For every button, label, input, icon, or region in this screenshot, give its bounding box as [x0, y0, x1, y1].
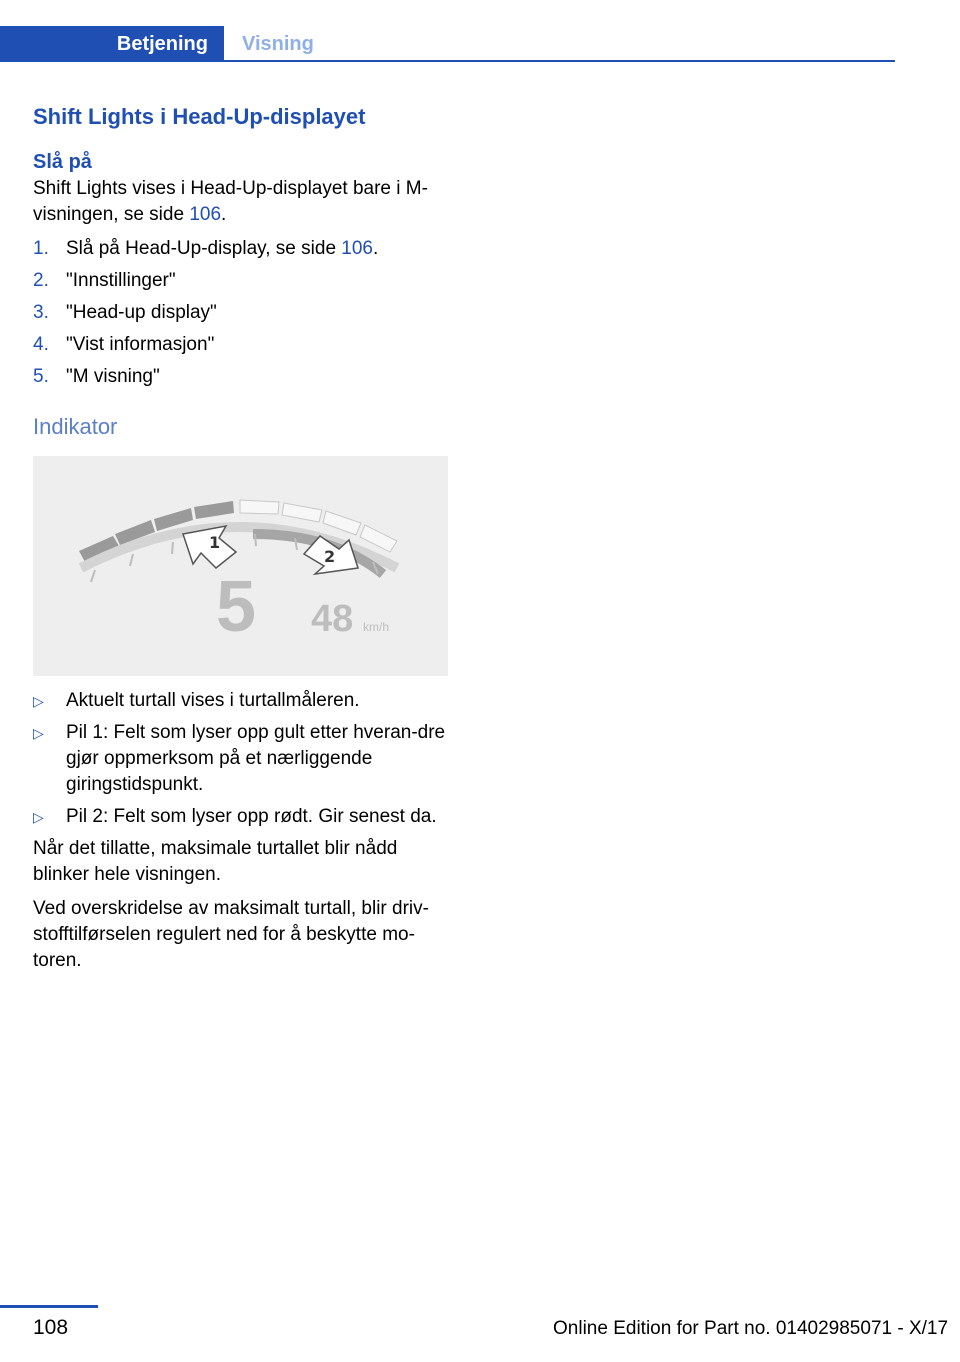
page-link[interactable]: 106 [189, 204, 222, 225]
list-item [33, 332, 449, 358]
list-item [33, 268, 449, 294]
tab-betjening[interactable] [0, 26, 224, 62]
list-item [33, 688, 449, 714]
page-link[interactable]: 106 [341, 238, 373, 259]
subtitle-indicator: Indikator [33, 414, 118, 439]
step-number: 1. [33, 238, 49, 259]
paragraph-max-rpm: Når det tillatte, maksimale turtallet blir nådd blinker hele visningen. [33, 838, 398, 885]
triangle-bullet-icon: ▷ [33, 809, 44, 825]
step-label: Slå på Head-Up-display, se side [66, 238, 342, 259]
rpm-segment-empty [323, 511, 361, 535]
step-number: 3. [33, 302, 49, 323]
tab-visning[interactable] [224, 26, 314, 62]
intro-end: . [221, 204, 227, 225]
bullet-text: Pil 1: Felt som lyser opp gult etter hveran-dre gjør oppmerksom på et nærliggende giringstidspunkt. [66, 722, 446, 795]
footer-divider [0, 1305, 98, 1308]
intro-paragraph [33, 176, 449, 228]
tab-label: Betjening [116, 32, 208, 55]
section-title: Shift Lights i Head-Up-displayet [33, 104, 366, 129]
subtitle-turn-on: Slå på [33, 151, 92, 173]
bullet-text: Pil 2: Felt som lyser opp rødt. Gir senest da. [66, 806, 437, 827]
list-item [33, 300, 449, 326]
paragraph-fuel-cutoff: Ved overskridelse av maksimalt turtall, blir driv-stofftilførselen regulert ned for å beskytte mo-toren. [33, 898, 429, 971]
step-number: 5. [33, 366, 49, 387]
tab-label: Visning [242, 32, 314, 55]
shift-lights-illustration [33, 456, 448, 676]
arrow-1-label: 1 [209, 533, 221, 552]
main-content [33, 100, 449, 982]
step-text: "M visning" [66, 366, 160, 387]
triangle-bullet-icon: ▷ [33, 693, 44, 709]
page-number: 108 [33, 1316, 69, 1339]
speed-unit: km/h [363, 620, 390, 634]
list-item [33, 364, 449, 390]
bullet-list [33, 688, 449, 830]
shift-lights-figure [33, 456, 448, 676]
rpm-segment-empty [282, 503, 322, 522]
list-item [33, 804, 449, 830]
step-text [66, 236, 378, 262]
rpm-segment-filled [194, 501, 234, 519]
gear-indicator: 5 [216, 567, 257, 647]
edition-text: Online Edition for Part no. 01402985071 - X/17 [553, 1318, 949, 1339]
step-text: "Innstillinger" [66, 270, 176, 291]
intro-text: Shift Lights vises i Head-Up-displayet bare i M-visningen, se side [33, 178, 428, 225]
header-divider [0, 60, 895, 62]
arrow-2-label: 2 [324, 547, 336, 566]
speed-value: 48 [311, 598, 354, 640]
step-text: "Vist informasjon" [66, 334, 215, 355]
rpm-segment-empty [240, 500, 279, 514]
arrow-1-icon [183, 526, 236, 568]
step-end: . [373, 238, 379, 259]
step-text: "Head-up display" [66, 302, 217, 323]
triangle-bullet-icon: ▷ [33, 725, 44, 741]
bullet-text: Aktuelt turtall vises i turtallmåleren. [66, 690, 360, 711]
step-number: 2. [33, 270, 49, 291]
list-item [33, 720, 449, 798]
step-number: 4. [33, 334, 49, 355]
steps-list [33, 236, 449, 390]
list-item [33, 236, 449, 262]
